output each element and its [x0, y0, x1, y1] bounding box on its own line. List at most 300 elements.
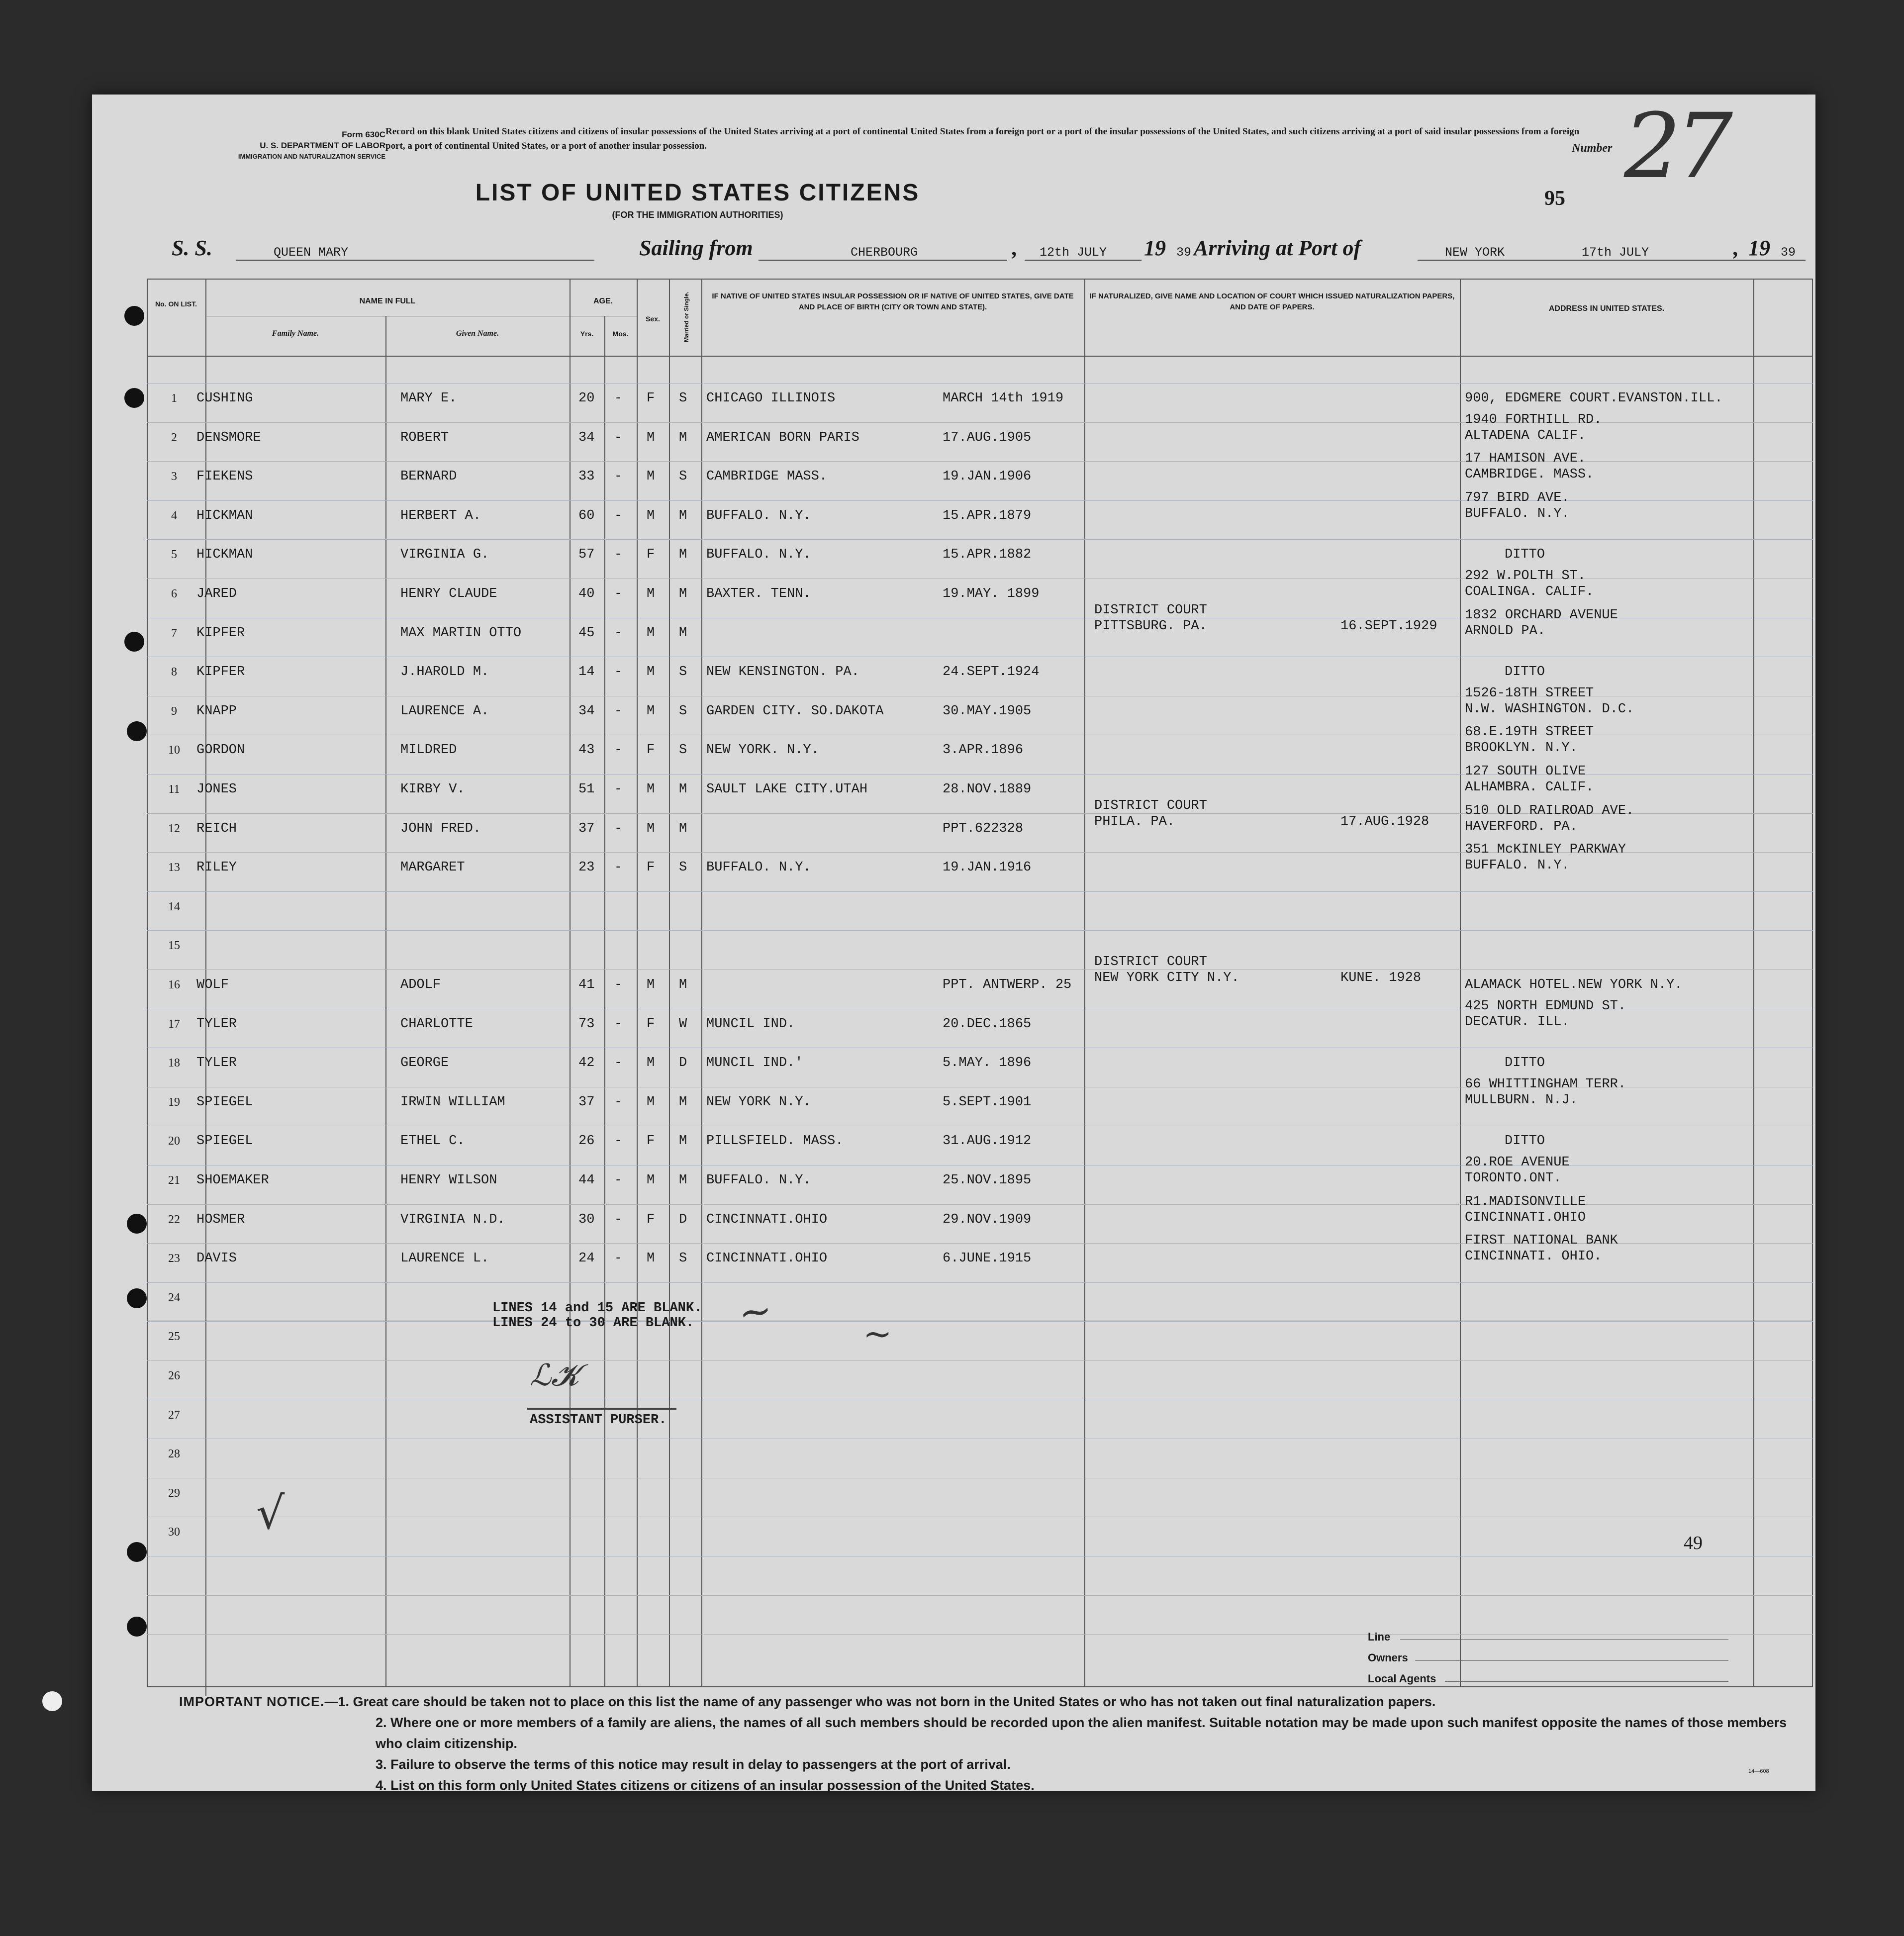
cell-family: WOLF [196, 977, 229, 992]
cell-birth-date: 19.JAN.1906 [943, 469, 1032, 484]
cell-mos: - [614, 1212, 623, 1227]
cell-mos: - [614, 547, 623, 563]
cell-ms: M [679, 821, 687, 836]
cell-ms: M [679, 1173, 687, 1188]
cell-ms: S [679, 665, 687, 680]
punch-hole [124, 632, 144, 652]
cell-birth-date: MARCH 14th 1919 [943, 391, 1064, 406]
cell-given: GEORGE [400, 1056, 449, 1071]
punch-hole [124, 388, 144, 408]
cell-birth-place: NEW YORK. N.Y. [706, 743, 819, 758]
cell-birth-date: 19.JAN.1916 [943, 860, 1032, 875]
cell-address-line-2: MULLBURN. N.J. [1465, 1092, 1578, 1108]
service-name: IMMIGRATION AND NATURALIZATION SERVICE [238, 153, 385, 160]
cell-address-line-2: TORONTO.ONT. [1465, 1171, 1562, 1186]
arrive-date: 17th JULY [1582, 245, 1649, 260]
cell-sex: M [647, 1173, 655, 1188]
cell-sex: F [647, 547, 655, 563]
cell-mos: - [614, 1094, 623, 1110]
ruled-line [147, 1360, 1813, 1361]
punch-hole [127, 1214, 147, 1234]
cell-sex: F [647, 391, 655, 406]
row-number: 1 [171, 392, 177, 405]
cell-sex: F [647, 743, 655, 758]
cell-family: JARED [196, 586, 237, 601]
voyage-line: S. S. QUEEN MARY Sailing from CHERBOURG , 12th JULY 19 39 Arriving at Port of NEW YORK 17th JULY , 19 39 [172, 234, 1783, 264]
footer-agents-label: Local Agents [1368, 1672, 1436, 1685]
cell-sex: F [647, 1016, 655, 1032]
cell-yrs: 34 [578, 703, 595, 719]
notice-item-3: 3. Failure to observe the terms of this notice may result in delay to passengers at the port of arrival. [376, 1757, 1011, 1772]
cell-mos: - [614, 860, 623, 875]
cell-address-line-1: 1526-18TH STREET [1465, 685, 1594, 701]
row-number: 15 [168, 939, 180, 953]
cell-mos: - [614, 1056, 623, 1071]
port-to: NEW YORK [1445, 245, 1505, 260]
row-number: 23 [168, 1252, 180, 1265]
punch-hole [127, 1542, 147, 1562]
cell-yrs: 51 [578, 782, 595, 797]
cell-sex: M [647, 625, 655, 641]
cell-ms: D [679, 1056, 687, 1071]
row-number: 20 [168, 1135, 180, 1148]
cell-sex: F [647, 1134, 655, 1149]
cell-address-line-2: HAVERFORD. PA. [1465, 819, 1578, 834]
notice-item-4: 4. List on this form only United States citizens or citizens of an insular possession of the United States. [376, 1778, 1035, 1793]
print-code: 14—608 [1748, 1768, 1769, 1774]
cell-address-line-2: ALHAMBRA. CALIF. [1465, 780, 1594, 795]
cell-birth-date: PPT. ANTWERP. 25 [943, 977, 1072, 992]
header-birth: IF NATIVE OF UNITED STATES INSULAR POSSESSION OR IF NATIVE OF UNITED STATES, GIVE DATE AND PLACE OF BIRTH (CITY OR TOWN AND STATE). [712, 292, 1074, 311]
cell-birth-date: 6.JUNE.1915 [943, 1251, 1032, 1266]
cell-ms: M [679, 1094, 687, 1110]
row-number: 9 [171, 704, 177, 718]
cell-address-line-1: DITTO [1505, 1056, 1545, 1071]
cell-yrs: 34 [578, 430, 595, 445]
cell-yrs: 23 [578, 860, 595, 875]
cell-given: ADOLF [400, 977, 441, 992]
port-from: CHERBOURG [851, 245, 918, 260]
row-number: 19 [168, 1095, 180, 1109]
list-number-handwritten: 27 [1624, 95, 1728, 198]
cell-sex: M [647, 821, 655, 836]
row-number: 13 [168, 861, 180, 874]
cell-court-date: KUNE. 1928 [1340, 970, 1422, 985]
cell-yrs: 40 [578, 586, 595, 601]
cell-address-line-1: 425 NORTH EDMUND ST. [1465, 998, 1626, 1014]
cell-yrs: 14 [578, 665, 595, 680]
cell-mos: - [614, 430, 623, 445]
cell-sex: M [647, 977, 655, 992]
cell-ms: S [679, 743, 687, 758]
cell-address-line-1: 1940 FORTHILL RD. [1465, 412, 1602, 427]
cell-ms: M [679, 977, 687, 992]
row-number: 3 [171, 470, 177, 484]
cell-sex: M [647, 703, 655, 719]
cell-sex: M [647, 1056, 655, 1071]
cell-birth-place: NEW KENSINGTON. PA. [706, 665, 859, 680]
row-number: 10 [168, 744, 180, 757]
cell-address-line-1: DITTO [1505, 665, 1545, 680]
cell-yrs: 73 [578, 1016, 595, 1032]
ruled-line [147, 1282, 1813, 1283]
cell-birth-place: BUFFALO. N.Y. [706, 860, 811, 875]
cell-yrs: 37 [578, 821, 595, 836]
row-number: 7 [171, 626, 177, 640]
ruled-line [147, 539, 1813, 540]
cell-mos: - [614, 665, 623, 680]
cell-ms: S [679, 703, 687, 719]
cell-given: MILDRED [400, 743, 457, 758]
cell-address-line-1: 292 W.POLTH ST. [1465, 569, 1586, 583]
cell-given: LAURENCE A. [400, 703, 489, 719]
cell-yrs: 30 [578, 1212, 595, 1227]
header-age: AGE. [593, 297, 613, 305]
cell-mos: - [614, 625, 623, 641]
row-number: 29 [168, 1486, 180, 1500]
handwritten-mark: √ [256, 1487, 285, 1540]
cell-family: FIEKENS [196, 469, 253, 484]
form-number: Form 630C [342, 130, 385, 139]
cell-address-line-2: DECATUR. ILL. [1465, 1014, 1570, 1030]
row-number: 17 [168, 1017, 180, 1031]
cell-yrs: 33 [578, 469, 595, 484]
cell-ms: M [679, 508, 687, 523]
cell-family: GORDON [196, 743, 245, 758]
cell-yrs: 43 [578, 743, 595, 758]
cell-ms: M [679, 1134, 687, 1149]
cell-family: HICKMAN [196, 547, 253, 563]
blank-lines-note-2: LINES 24 to 30 ARE BLANK. [492, 1316, 694, 1331]
cell-birth-place: BUFFALO. N.Y. [706, 508, 811, 523]
row-number: 25 [168, 1330, 180, 1344]
purser-signature: ℒ𝓚 [530, 1358, 579, 1393]
preamble-text: Record on this blank United States citizens and citizens of insular possessions of the United States arriving at a port of continental United States from a foreign port or a port of the insular possessions of the United States, and such citizens arriving at a port of said insular possessions from a foreign port, a port of continental United States, or a port of another insular possession. [385, 126, 1580, 151]
cell-given: ETHEL C. [400, 1134, 465, 1149]
cell-birth-place: CINCINNATI.OHIO [706, 1251, 828, 1266]
cell-given: KIRBY V. [400, 782, 465, 797]
cell-address-line-2: ARNOLD PA. [1465, 623, 1546, 639]
header-list-number: No. ON LIST. [155, 300, 197, 308]
cell-family: CUSHING [196, 391, 253, 406]
cell-address-line-1: 68.E.19TH STREET [1465, 725, 1594, 740]
cell-sex: M [647, 469, 655, 484]
row-number: 24 [168, 1291, 180, 1304]
document-title: LIST OF UNITED STATES CITIZENS [475, 180, 920, 206]
cell-given: HERBERT A. [400, 508, 481, 523]
punch-hole [42, 1691, 62, 1711]
arriving-label: Arriving at Port of [1194, 236, 1361, 260]
cell-court: PHILA. PA. [1094, 814, 1175, 829]
cell-mos: - [614, 1134, 623, 1149]
inspector-signature-2: ~ [863, 1313, 892, 1354]
cell-address-line-2: CAMBRIDGE. MASS. [1465, 467, 1594, 483]
cell-address-line-2: BUFFALO. N.Y. [1465, 858, 1570, 873]
cell-given: ROBERT [400, 430, 449, 445]
ruled-line [147, 930, 1813, 931]
cell-birth-place: MUNCIL IND.' [706, 1056, 803, 1071]
cell-court: PITTSBURG. PA. [1094, 618, 1207, 634]
cell-address-line-2: ALTADENA CALIF. [1465, 428, 1586, 443]
cell-address-line-1: 1832 ORCHARD AVENUE [1465, 607, 1618, 623]
blank-lines-note-1: LINES 14 and 15 ARE BLANK. [492, 1301, 702, 1316]
cell-family: KIPFER [196, 665, 245, 680]
header-months: Mos. [612, 330, 629, 338]
cell-birth-date: 3.APR.1896 [943, 743, 1024, 758]
row-number: 2 [171, 431, 177, 444]
header-sex: Sex. [646, 315, 660, 323]
cell-birth-place: BUFFALO. N.Y. [706, 1173, 811, 1188]
ship-name: QUEEN MARY [274, 245, 349, 260]
cell-birth-place: BUFFALO. N.Y. [706, 547, 811, 563]
cell-sex: M [647, 1094, 655, 1110]
cell-mos: - [614, 1173, 623, 1188]
cell-mos: - [614, 469, 623, 484]
notice-item-2: 2. Where one or more members of a family are aliens, the names of all such members should be recorded upon the alien manifest. Suitable notation may be made upon such manifest opposite the names of those members who claim citizenship. [376, 1715, 1787, 1751]
header-name-in-full: NAME IN FULL [359, 297, 416, 305]
cell-given: MARGARET [400, 860, 465, 875]
cell-family: KIPFER [196, 625, 245, 641]
cell-sex: M [647, 508, 655, 523]
cell-birth-date: 25.NOV.1895 [943, 1173, 1032, 1188]
cell-address-line-2: BUFFALO. N.Y. [1465, 506, 1570, 521]
cell-mos: - [614, 1251, 623, 1266]
cell-sex: M [647, 586, 655, 601]
cell-yrs: 24 [578, 1251, 595, 1266]
cell-address-line-1: 20.ROE AVENUE [1465, 1155, 1570, 1170]
cell-address-line-1: 351 McKINLEY PARKWAY [1465, 842, 1626, 858]
ruled-line [147, 1321, 1813, 1322]
row-number: 26 [168, 1369, 180, 1382]
cell-ms: S [679, 391, 687, 406]
cell-birth-date: 31.AUG.1912 [943, 1134, 1032, 1149]
cell-birth-place: NEW YORK N.Y. [706, 1094, 811, 1110]
cell-address-line-1: FIRST NATIONAL BANK [1465, 1233, 1618, 1249]
cell-court: NEW YORK CITY N.Y. [1094, 970, 1239, 985]
cell-sex: M [647, 1251, 655, 1266]
row-number: 18 [168, 1057, 180, 1070]
cell-yrs: 57 [578, 547, 595, 563]
cell-given: HENRY CLAUDE [400, 586, 497, 601]
cell-sex: F [647, 860, 655, 875]
cell-birth-date: 28.NOV.1889 [943, 782, 1032, 797]
cell-sex: M [647, 782, 655, 797]
cell-given: J.HAROLD M. [400, 665, 489, 680]
row-number: 28 [168, 1448, 180, 1461]
sheet-number: 95 [1544, 187, 1565, 210]
cell-court: DISTRICT COURT [1094, 955, 1207, 969]
important-notice [179, 1691, 1796, 1796]
cell-birth-date: 29.NOV.1909 [943, 1212, 1032, 1227]
cell-given: HENRY WILSON [400, 1173, 497, 1188]
cell-birth-date: 19.MAY. 1899 [943, 586, 1040, 601]
row-number: 14 [168, 900, 180, 913]
cell-sex: F [647, 1212, 655, 1227]
cell-birth-date: 5.SEPT.1901 [943, 1094, 1032, 1110]
cell-address-line-1: 127 SOUTH OLIVE [1465, 764, 1586, 779]
cell-yrs: 26 [578, 1134, 595, 1149]
notice-item-1: —1. Great care should be taken not to place on this list the name of any passenger who was not born in the United States or who has not taken out final naturalization papers. [324, 1694, 1436, 1709]
department-name: U. S. DEPARTMENT OF LABOR [260, 141, 385, 150]
cell-yrs: 45 [578, 625, 595, 641]
cell-mos: - [614, 743, 623, 758]
cell-birth-date: 24.SEPT.1924 [943, 665, 1040, 680]
cell-family: SHOEMAKER [196, 1173, 269, 1188]
cell-yrs: 37 [578, 1094, 595, 1110]
row-number: 27 [168, 1408, 180, 1422]
cell-birth-place: GARDEN CITY. SO.DAKOTA [706, 703, 884, 719]
cell-given: BERNARD [400, 469, 457, 484]
cell-birth-place: BAXTER. TENN. [706, 586, 811, 601]
row-number: 6 [171, 587, 177, 600]
cell-birth-place: SAULT LAKE CITY.UTAH [706, 782, 868, 797]
cell-mos: - [614, 391, 623, 406]
cell-given: MARY E. [400, 391, 457, 406]
cell-address-line-1: ALAMACK HOTEL.NEW YORK N.Y. [1465, 977, 1683, 992]
cell-given: CHARLOTTE [400, 1016, 473, 1032]
cell-mos: - [614, 1016, 623, 1032]
cell-yrs: 60 [578, 508, 595, 523]
header-naturalized: IF NATURALIZED, GIVE NAME AND LOCATION OF COURT WHICH ISSUED NATURALIZATION PAPERS, AND DATE OF PAPERS. [1089, 292, 1455, 311]
page-number: 49 [1684, 1533, 1703, 1553]
cell-birth-date: 15.APR.1882 [943, 547, 1032, 563]
notice-title: IMPORTANT NOTICE. [179, 1694, 325, 1709]
cell-birth-place: AMERICAN BORN PARIS [706, 430, 859, 445]
cell-address-line-2: CINCINNATI. OHIO. [1465, 1249, 1602, 1264]
cell-yrs: 41 [578, 977, 595, 992]
row-number: 21 [168, 1174, 180, 1187]
cell-address-line-1: 900, EDGMERE COURT.EVANSTON.ILL. [1465, 391, 1723, 406]
cell-address-line-1: DITTO [1505, 1134, 1545, 1149]
punch-hole [127, 1617, 147, 1637]
footer-owners-label: Owners [1368, 1651, 1408, 1664]
cell-family: DENSMORE [196, 430, 261, 445]
ruled-line [147, 383, 1813, 384]
cell-ms: S [679, 1251, 687, 1266]
cell-given: VIRGINIA N.D. [400, 1212, 505, 1227]
inspector-signature: ~ [735, 1286, 775, 1337]
cell-court-date: 17.AUG.1928 [1340, 814, 1429, 829]
sail-date: 12th JULY [1040, 245, 1107, 260]
cell-mos: - [614, 977, 623, 992]
cell-sex: M [647, 665, 655, 680]
cell-birth-date: PPT.622328 [943, 821, 1024, 836]
cell-ms: S [679, 860, 687, 875]
cell-court: DISTRICT COURT [1094, 602, 1207, 618]
cell-family: RILEY [196, 860, 237, 875]
form-identifier [167, 129, 385, 162]
cell-ms: W [679, 1016, 687, 1032]
cell-mos: - [614, 586, 623, 601]
cell-address-line-2: CINCINNATI.OHIO [1465, 1210, 1586, 1225]
arrive-year: 39 [1781, 245, 1796, 260]
sail-year: 39 [1176, 245, 1192, 260]
ruled-line [147, 891, 1813, 892]
ss-label: S. S. [172, 236, 212, 260]
header-family-name: Family Name. [272, 329, 319, 338]
sail-year-prefix: 19 [1144, 236, 1166, 260]
cell-given: LAURENCE L. [400, 1251, 489, 1266]
cell-court-date: 16.SEPT.1929 [1340, 618, 1437, 634]
punch-hole [127, 1288, 147, 1308]
cell-yrs: 20 [578, 391, 595, 406]
cell-address-line-1: R1.MADISONVILLE [1465, 1194, 1586, 1209]
cell-family: HICKMAN [196, 508, 253, 523]
header-address: ADDRESS IN UNITED STATES. [1548, 304, 1665, 313]
cell-birth-place: MUNCIL IND. [706, 1016, 795, 1032]
assistant-purser-label: ASSISTANT PURSER. [530, 1413, 667, 1428]
row-number: 16 [168, 978, 180, 991]
cell-family: KNAPP [196, 703, 237, 719]
punch-hole [127, 721, 147, 741]
cell-birth-date: 15.APR.1879 [943, 508, 1032, 523]
cell-address-line-2: COALINGA. CALIF. [1465, 584, 1594, 599]
cell-address-line-2: N.W. WASHINGTON. D.C. [1465, 701, 1634, 717]
footer-line-label: Line [1368, 1631, 1391, 1643]
row-number: 5 [171, 548, 177, 562]
cell-given: JOHN FRED. [400, 821, 481, 836]
cell-ms: S [679, 469, 687, 484]
cell-court: DISTRICT COURT [1094, 798, 1207, 813]
ruled-line [147, 1634, 1813, 1635]
cell-birth-place: CINCINNATI.OHIO [706, 1212, 828, 1227]
cell-birth-date: 17.AUG.1905 [943, 430, 1032, 445]
cell-address-line-2: BROOKLYN. N.Y. [1465, 741, 1578, 756]
manifest-sheet [92, 95, 1815, 1791]
cell-sex: M [647, 430, 655, 445]
row-number: 8 [171, 666, 177, 679]
cell-address-line-1: 797 BIRD AVE. [1465, 490, 1570, 505]
header-given-name: Given Name. [456, 329, 499, 338]
cell-ms: M [679, 586, 687, 601]
cell-mos: - [614, 703, 623, 719]
cell-ms: M [679, 430, 687, 445]
cell-address-line-1: DITTO [1505, 547, 1545, 563]
cell-family: JONES [196, 782, 237, 797]
cell-given: IRWIN WILLIAM [400, 1094, 505, 1110]
cell-address-line-1: 66 WHITTINGHAM TERR. [1465, 1076, 1626, 1092]
cell-family: DAVIS [196, 1251, 237, 1266]
cell-family: REICH [196, 821, 237, 836]
cell-birth-date: 5.MAY. 1896 [943, 1056, 1032, 1071]
cell-ms: M [679, 547, 687, 563]
cell-address-line-1: 17 HAMISON AVE. [1465, 451, 1586, 467]
cell-family: SPIEGEL [196, 1094, 253, 1110]
row-number: 30 [168, 1526, 180, 1539]
cell-ms: D [679, 1212, 687, 1227]
cell-birth-place: PILLSFIELD. MASS. [706, 1134, 844, 1149]
cell-mos: - [614, 508, 623, 523]
cell-yrs: 44 [578, 1173, 595, 1188]
cell-given: VIRGINIA G. [400, 547, 489, 563]
cell-given: MAX MARTIN OTTO [400, 625, 522, 641]
cell-birth-date: 30.MAY.1905 [943, 703, 1032, 719]
cell-yrs: 42 [578, 1056, 595, 1071]
cell-family: SPIEGEL [196, 1134, 253, 1149]
document-subtitle: (FOR THE IMMIGRATION AUTHORITIES) [612, 210, 783, 220]
cell-ms: M [679, 782, 687, 797]
cell-family: HOSMER [196, 1212, 245, 1227]
punch-hole [124, 306, 144, 326]
cell-birth-place: CHICAGO ILLINOIS [706, 391, 836, 406]
row-number: 22 [168, 1213, 180, 1226]
row-number: 11 [168, 783, 180, 796]
cell-address-line-1: 510 OLD RAILROAD AVE. [1465, 803, 1634, 818]
header-marital-status: Married or Single. [683, 291, 690, 342]
cell-mos: - [614, 821, 623, 836]
cell-family: TYLER [196, 1056, 237, 1071]
arrive-year-prefix: 19 [1748, 236, 1770, 260]
